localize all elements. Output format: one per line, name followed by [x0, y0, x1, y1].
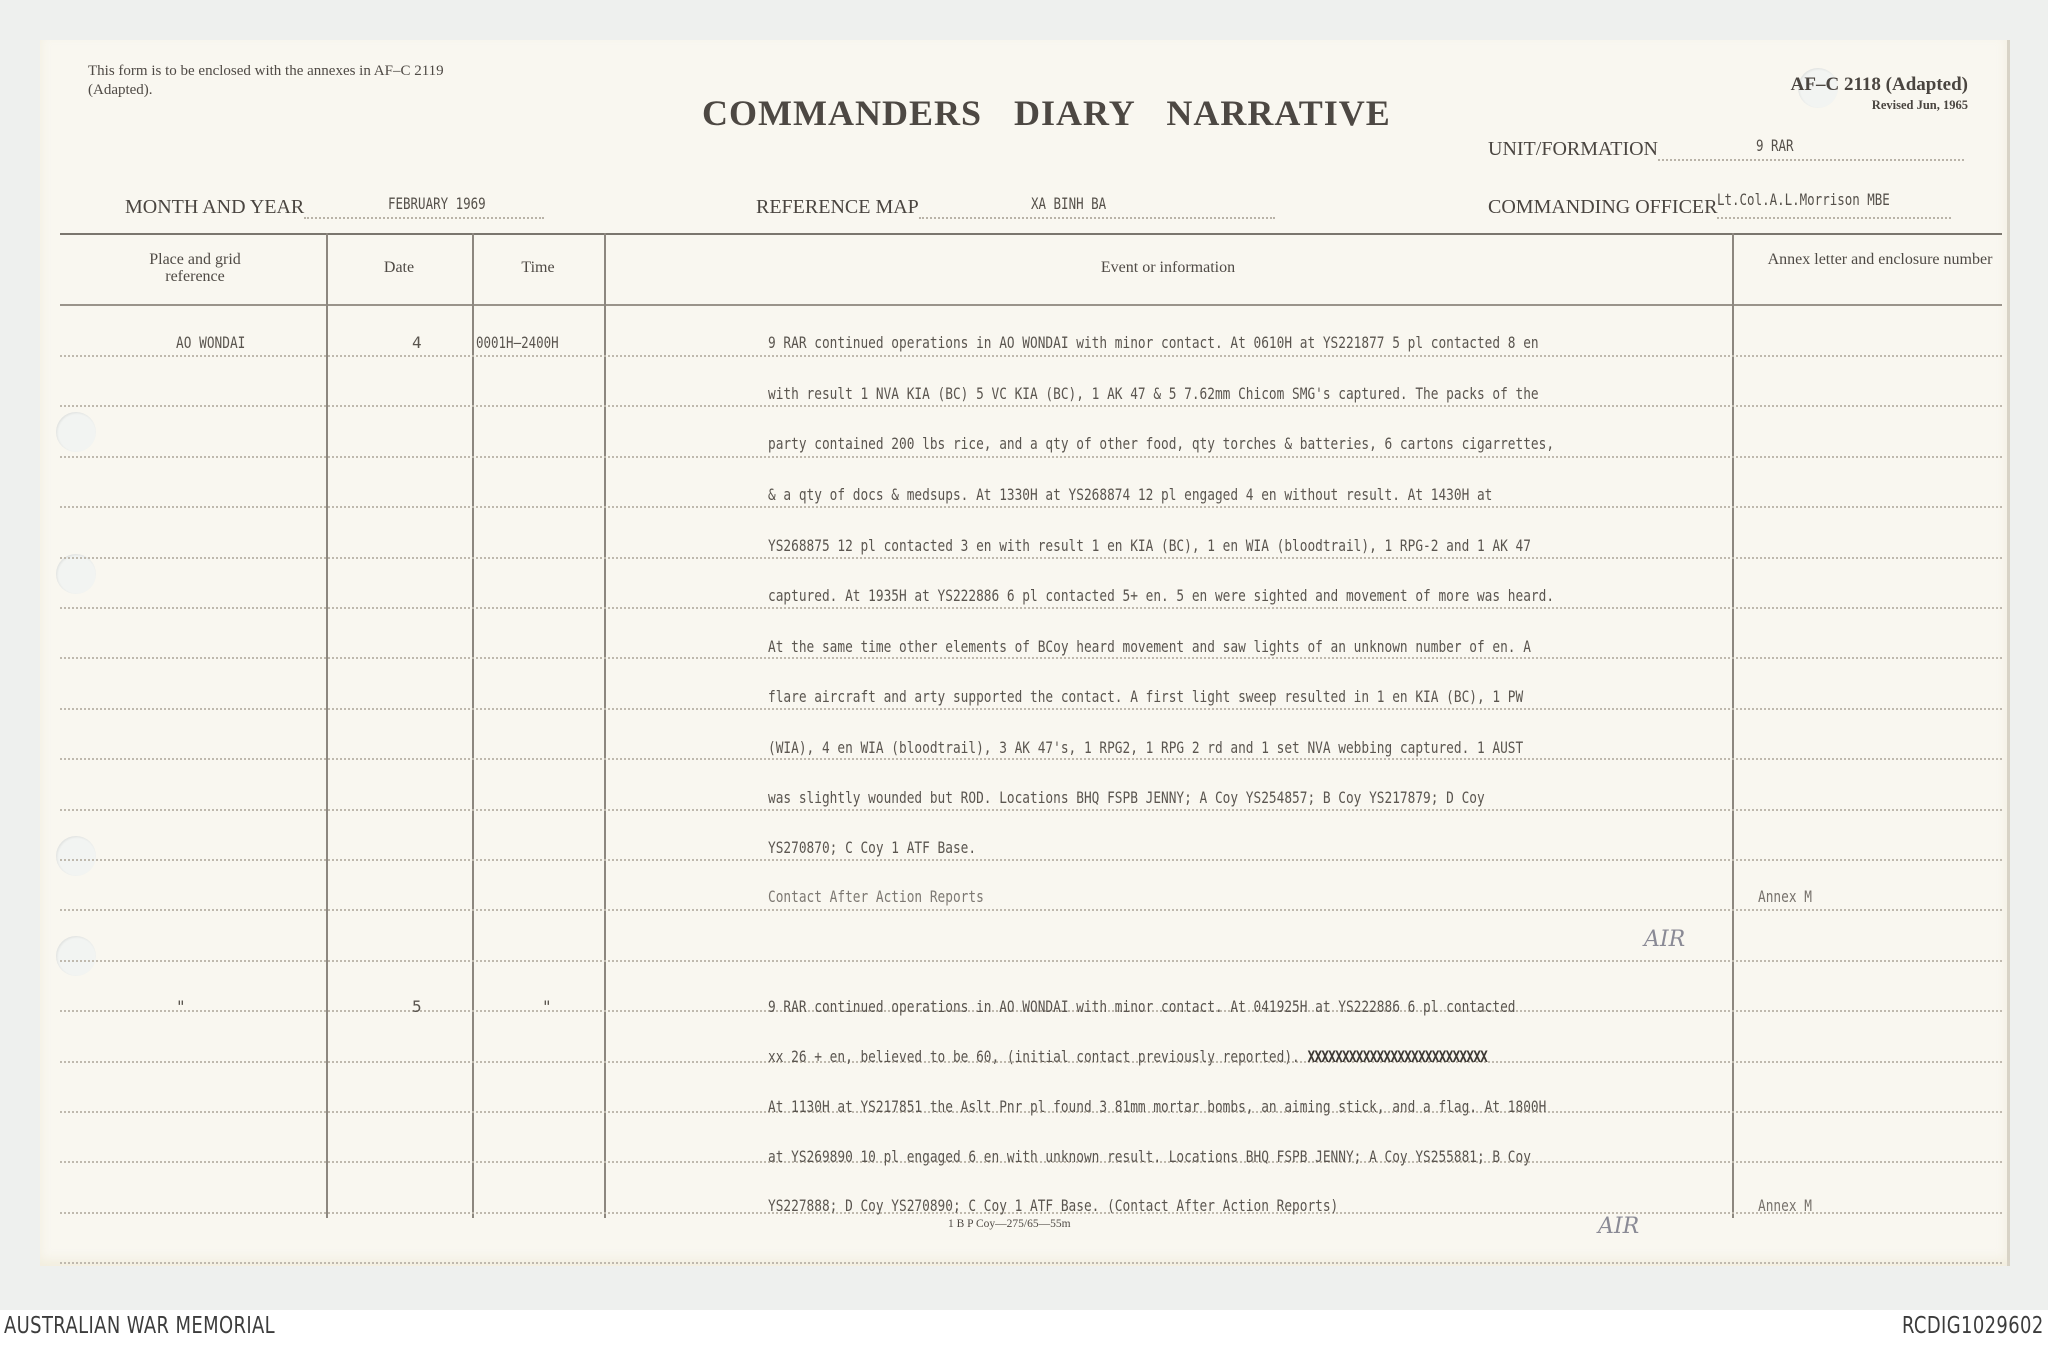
printer-imprint: 1 B P Coy—275/65—55m — [948, 1218, 1071, 1230]
entry-2-handwritten-initials: AIR — [1598, 1214, 1640, 1239]
ruled-line — [60, 708, 2002, 710]
entry-2-annex: Annex M — [1758, 1196, 1812, 1215]
entry-1-line: At the same time other elements of BCoy heard movement and saw lights of an unknown number of en. A — [768, 637, 1531, 656]
entry-2-time: " — [542, 997, 552, 1016]
ruled-line — [60, 1262, 2002, 1264]
ruled-line — [60, 909, 2002, 911]
field-line[interactable] — [1717, 190, 1951, 219]
field-value: XA BINH BA — [1030, 194, 1106, 213]
entry-1-line: & a qty of docs & medsups. At 1330H at YS268874 12 pl engaged 4 en without result. At 1430H at — [768, 485, 1493, 504]
column-divider — [604, 233, 606, 1218]
entry-1-line: 9 RAR continued operations in AO WONDAI with minor contact. At 0610H at YS221877 5 pl contacted 8 en — [768, 333, 1539, 352]
field-commanding-officer — [1488, 190, 1951, 219]
field-value: FEBRUARY 1969 — [388, 194, 486, 213]
entry-2-line: 9 RAR continued operations in AO WONDAI with minor contact. At 041925H at YS222886 6 pl contacted — [768, 997, 1516, 1016]
diary-table — [60, 233, 2002, 1218]
field-line[interactable] — [919, 194, 1275, 219]
field-label: COMMANDING OFFICER — [1488, 196, 1718, 218]
entry-1-line: YS268875 12 pl contacted 3 en with result 1 en KIA (BC), 1 en WIA (bloodtrail), 1 RPG-2 and 1 AK 47 — [768, 536, 1531, 555]
typed-strikeout: XXXXXXXXXXXXXXXXXXXXXXXXXX — [1307, 1047, 1488, 1066]
page-title: COMMANDERS DIARY NARRATIVE — [702, 93, 1391, 133]
entry-1-time: 0001H–2400H — [476, 333, 559, 352]
field-value: Lt.Col.A.L.Morrison MBE — [1717, 190, 1891, 209]
column-divider — [326, 233, 328, 1218]
column-header-time: Time — [521, 259, 555, 276]
entry-2-line: At 1130H at YS217851 the Aslt Pnr pl found 3 81mm mortar bombs, an aiming stick, and a flag. At 1800H — [768, 1097, 1547, 1116]
column-header-event: Event or information — [1100, 259, 1236, 276]
column-header-place: Place and grid reference — [149, 251, 241, 285]
entry-2-line-text: xx 26 + en, believed to be 60, (initial contact previously reported). — [768, 1047, 1300, 1066]
entry-2-line: at YS269890 10 pl engaged 6 en with unknown result. Locations BHQ FSPB JENNY; A Coy YS255881; B Coy — [768, 1147, 1531, 1166]
ruled-line — [60, 557, 2002, 559]
ruled-line — [60, 506, 2002, 508]
entry-2-place: " — [176, 997, 186, 1016]
field-value: 9 RAR — [1756, 136, 1794, 155]
form-code: AF–C 2118 (Adapted) — [1790, 74, 1968, 95]
form-instruction-note: This form is to be enclosed with the annexes in AF–C 2119 (Adapted). — [88, 63, 444, 98]
entry-2-line-with-strikeout — [768, 1047, 1487, 1066]
field-label: REFERENCE MAP — [756, 196, 919, 218]
ruled-line — [60, 859, 2002, 861]
table-top-rule — [60, 233, 2002, 235]
entry-1-line: flare aircraft and arty supported the contact. A first light sweep resulted in 1 en KIA (BC), 1 PW — [768, 687, 1524, 706]
field-reference-map — [756, 196, 1275, 219]
entry-1-line: was slightly wounded but ROD. Locations BHQ FSPB JENNY; A Coy YS254857; B Coy YS217879; D Coy — [768, 788, 1485, 807]
column-header-date: Date — [383, 259, 415, 276]
entry-1-line: party contained 200 lbs rice, and a qty of other food, qty torches & batteries, 6 cartons cigarrettes, — [768, 434, 1555, 453]
field-month-year — [125, 196, 544, 219]
entry-1-line: YS270870; C Coy 1 ATF Base. — [768, 838, 977, 857]
column-header-annex: Annex letter and enclosure number — [1767, 251, 1993, 268]
ruled-line — [60, 657, 2002, 659]
field-line[interactable] — [1658, 136, 1964, 161]
entry-1-line: (WIA), 4 en WIA (bloodtrail), 3 AK 47's, 1 RPG2, 1 RPG 2 rd and 1 set NVA webbing captured. 1 AUST — [768, 738, 1524, 757]
column-divider — [1732, 233, 1734, 1218]
field-label: MONTH AND YEAR — [125, 196, 305, 218]
entry-1-place: AO WONDAI — [176, 333, 246, 352]
field-line[interactable] — [304, 194, 544, 219]
entry-1-reference-line: Contact After Action Reports — [768, 887, 984, 906]
ruled-line — [60, 355, 2002, 357]
revision-date: Revised Jun, 1965 — [1871, 98, 1968, 112]
ruled-line — [60, 607, 2002, 609]
header-bottom-rule — [60, 304, 2002, 306]
entry-1-date: 4 — [412, 333, 422, 352]
entry-2-date: 5 — [412, 997, 422, 1016]
entry-1-line: captured. At 1935H at YS222886 6 pl contacted 5+ en. 5 en were sighted and movement of more was heard. — [768, 586, 1555, 605]
ruled-line — [60, 960, 2002, 962]
field-label: UNIT/FORMATION — [1488, 138, 1658, 160]
ruled-line — [60, 405, 2002, 407]
ruled-line — [60, 456, 2002, 458]
column-divider — [472, 233, 474, 1218]
ruled-line — [60, 809, 2002, 811]
archive-record-id: RCDIG1029602 — [1902, 1313, 2044, 1339]
entry-2-line: YS227888; D Coy YS270890; C Coy 1 ATF Base. (Contact After Action Reports) — [768, 1196, 1339, 1215]
entry-1-handwritten-initials: AIR — [1644, 927, 1686, 952]
archive-credit: AUSTRALIAN WAR MEMORIAL — [4, 1313, 276, 1339]
field-unit-formation — [1488, 138, 1964, 161]
form-code-block — [1791, 74, 1968, 113]
entry-1-annex: Annex M — [1758, 887, 1812, 906]
ruled-line — [60, 758, 2002, 760]
entry-1-line: with result 1 NVA KIA (BC) 5 VC KIA (BC), 1 AK 47 & 5 7.62mm Chicom SMG's captured. The packs of the — [768, 384, 1539, 403]
